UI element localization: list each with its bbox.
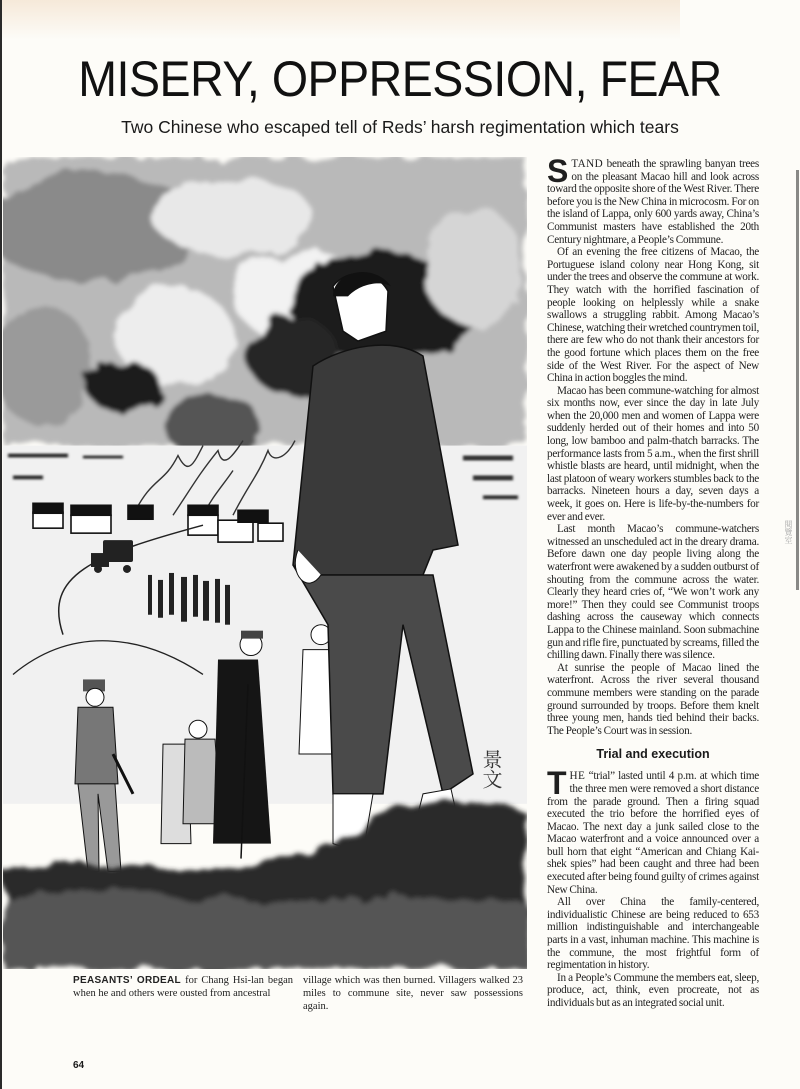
paragraph-4: Last month Macao’s commune-watchers witnessed an unscheduled act in the dreary drama. Before dawn one day people living along the waterfront were awakened by a sudden outburst of shouting from the commune across the water. Clearly they heard cries of, “We won’t work any more!” Then they could see Communist troops dashing across the causeway which connects Lappa to the Chinese mainland. Soon submachine gun and rifle fire, punctuated by screams, filled the chilling dawn. Finally there was silence. <box>547 523 759 662</box>
facing-page-edge <box>796 170 799 590</box>
subheadline: Two Chinese who escaped tell of Reds’ harsh regimentation which tears <box>121 117 679 137</box>
paragraph-1: STAND beneath the sprawling banyan trees on the pleasant Macao hill and look across toward the opposite shore of the West River. There before you is the New China in microcosm. For on the island of Lappa, only 600 yards away, China’s Communist masters have established the 20th Century nightmare, a People’s Commune. <box>547 153 759 246</box>
caption-row <box>73 974 523 1013</box>
page-number: 64 <box>73 1060 85 1071</box>
article-column-top <box>547 153 759 737</box>
sky-wash <box>3 157 527 456</box>
paragraph-8: In a People’s Commune the members eat, sleep, produce, act, think, even procreate, not as individuals but as an integrated social unit. <box>547 971 759 1009</box>
paragraph-5: At sunrise the people of Macao lined the waterfront. Across the river several thousand commune members were standing on the parade ground surrounded by troops. Before them knelt three young men, hands tied behind their backs. The People’s Court was in session. <box>547 661 759 737</box>
library-stamp: 閱覽室 <box>784 520 793 544</box>
caption-left <box>73 974 293 1013</box>
paragraph-3: Macao has been commune-watching for almost six months now, ever since the day in late July when the 20,000 men and women of Lappa were suddenly herded out of their homes and into 50 long, low bamboo and palm-thatch barracks. The performance lasts from 5 a.m., when the first shrill whistle blasts are heard, until midnight, when the last platoon of weary workers stumbles back to the barracks. Nineteen hours a day, seven days a week, it goes on. Here is life-by-the-numbers for ever and ever. <box>547 384 759 523</box>
drop-cap: T <box>547 765 567 802</box>
section-heading: Trial and execution <box>596 747 710 762</box>
paragraph-6: THE “trial” lasted until 4 p.m. at which time the three men were removed a short distance from the parade ground. Then a firing squad executed the trio before the horrified eyes of Macao. The next day a junk sailed close to the Macao waterfront and a voice announced over a bull horn that eight “American and Chiang Kai-shek spies” had been caught and three had been executed after being found guilty of crimes against New China. <box>547 765 759 896</box>
ink-wash-illustration <box>3 157 527 969</box>
artist-signature: 景文 <box>478 749 504 789</box>
caption-text-part1: for Chang Hsi-lan began when he and others were ousted from ancestral <box>73 975 294 999</box>
article-body <box>547 153 759 1010</box>
paragraph-2: Of an evening the free citizens of Macao, the Portuguese island colony near Hong Kong, sit under the trees and observe the commune at work. They watch with the horrified fascination of people looking on helplessly while a snake swallows a struggling rabbit. Among Macao’s Chinese, watching their wretched countrymen toil, there are few who do not thank their ancestors for the good fortune which places them on the free side of the West River. For the aspect of New China in action boggles the mind. <box>547 246 759 385</box>
page-gutter-edge <box>0 0 2 1089</box>
page-top-tint <box>0 0 680 40</box>
headline: MISERY, OPPRESSION, FEAR <box>78 51 722 107</box>
caption-right: village which was then burned. Villagers walked 23 miles to commune site, never saw possessions again. <box>303 975 523 1012</box>
drop-cap: S <box>547 153 569 189</box>
paragraph-7: All over China the family-centered, individualistic Chinese are being reduced to 653 million indistinguishable and interchangeable parts in a vast, inhuman machine. This machine is the commune, the most frightful form of regimentation in history. <box>547 896 759 972</box>
article-column-bottom <box>547 765 759 1009</box>
caption-lead: PEASANTS’ ORDEAL <box>73 975 181 986</box>
